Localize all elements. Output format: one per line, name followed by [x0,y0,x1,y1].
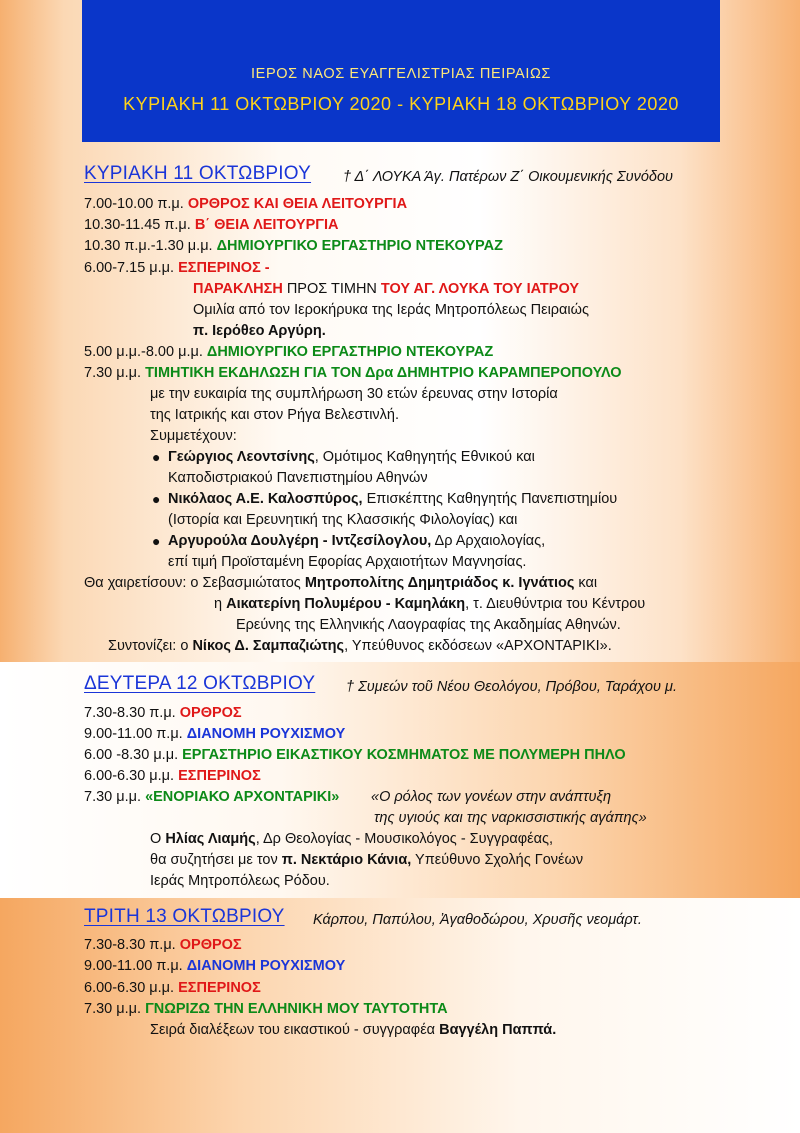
header-banner [82,0,720,142]
day-heading-monday: ΔΕΥΤΕΡΑ 12 ΟΚΤΩΒΡΙΟΥ [84,673,316,694]
saint-of-day-sunday: † Δ΄ ΛΟΥΚΑ Άγ. Πατέρων Ζ΄ Οικουμενικής Συνόδου [343,169,673,185]
greeting-line: η Αικατερίνη Πολυμέρου - Καμηλάκη, τ. Διευθύντρια του Κέντρου [214,596,646,612]
event-row: 9.00-11.00 π.μ. ΔΙΑΝΟΜΗ ΡΟΥΧΙΣΜΟΥ [84,726,346,742]
event-row: 6.00-6.30 μ.μ. ΕΣΠΕΡΙΝΟΣ [84,768,261,784]
week-dates: ΚΥΡΙΑΚΗ 11 ΟΚΤΩΒΡΙΟΥ 2020 - ΚΥΡΙΑΚΗ 18 ΟΚΤΩΒΡΙΟΥ 2020 [123,94,679,114]
event-row: 5.00 μ.μ.-8.00 μ.μ. ΔΗΜΙΟΥΡΓΙΚΟ ΕΡΓΑΣΤΗΡΙΟ ΝΤΕΚΟΥΡΑΖ [84,344,494,360]
event-detail: ΠΑΡΑΚΛΗΣΗ ΠΡΟΣ ΤΙΜΗΝ ΤΟΥ ΑΓ. ΛΟΥΚΑ ΤΟΥ ΙΑΤΡΟΥ [193,281,580,297]
event-detail: Συμμετέχουν: [150,428,237,444]
event-detail: με την ευκαιρία της συμπλήρωση 30 ετών έρευνας στην Ιστορία [150,386,558,402]
participant: Νικόλαος Α.Ε. Καλοσπύρος, Επισκέπτης Καθηγητής Πανεπιστημίου [168,491,618,507]
event-row: 6.00 -8.30 μ.μ. ΕΡΓΑΣΤΗΡΙΟ ΕΙΚΑΣΤΙΚΟΥ ΚΟΣΜΗΜΑΤΟΣ ΜΕ ΠΟΛΥΜΕΡΗ ΠΗΛΟ [84,747,626,763]
church-title: ΙΕΡΟΣ ΝΑΟΣ ΕΥΑΓΓΕΛΙΣΤΡΙΑΣ ΠΕΙΡΑΙΩΣ [251,66,551,82]
event-row: 7.30-8.30 π.μ. ΟΡΘΡΟΣ [84,937,242,953]
speaker-line: Ο Ηλίας Λιαμής, Δρ Θεολογίας - Μουσικολόγος - Συγγραφέας, [150,831,553,847]
participant: Γεώργιος Λεοντσίνης, Ομότιμος Καθηγητής Εθνικού και [168,449,535,465]
event-detail: Σειρά διαλέξεων του εικαστικού - συγγραφέα Βαγγέλη Παππά. [150,1022,557,1038]
event-row: 7.00-10.00 π.μ. ΟΡΘΡΟΣ ΚΑΙ ΘΕΙΑ ΛΕΙΤΟΥΡΓΙΑ [84,196,408,212]
event-row: 7.30-8.30 π.μ. ΟΡΘΡΟΣ [84,705,242,721]
greeting-line: Ερεύνης της Ελληνικής Λαογραφίας της Ακαδημίας Αθηνών. [236,617,621,633]
participant-detail: Καποδιστριακού Πανεπιστημίου Αθηνών [168,470,428,486]
bullet-icon: ● [152,491,161,507]
event-row: 7.30 μ.μ. ΤΙΜΗΤΙΚΗ ΕΚΔΗΛΩΣΗ ΓΙΑ ΤΟΝ Δρα ΔΗΜΗΤΡΙΟ ΚΑΡΑΜΠΕΡΟΠΟΥΛΟ [84,365,622,381]
participant: Αργυρούλα Δουλγέρη - Ιντζεσίλογλου, Δρ Αρχαιολογίας, [168,533,546,549]
speaker-line: θα συζητήσει με τον π. Νεκτάριο Κάνια, Υπεύθυνο Σχολής Γονέων [150,852,584,868]
participant-detail: επί τιμή Προϊσταμένη Εφορίας Αρχαιοτήτων Μαγνησίας. [168,554,527,570]
saint-of-day-tuesday: Κάρπου, Παπύλου, Ἀγαθοδώρου, Χρυσῆς νεομάρτ. [313,912,642,928]
coordinator-line: Συντονίζει: ο Νίκος Δ. Σαμπαζιώτης, Υπεύθυνος εκδόσεων «ΑΡΧΟΝΤΑΡΙΚΙ». [108,638,612,654]
talk-topic: «Ο ρόλος των γονέων στην ανάπτυξη [371,789,612,805]
day-heading-tuesday: ΤΡΙΤΗ 13 ΟΚΤΩΒΡΙΟΥ [84,906,285,927]
participant-detail: (Ιστορία και Ερευνητική της Κλασσικής Φιλολογίας) και [168,512,518,528]
event-row: 10.30-11.45 π.μ. Β΄ ΘΕΙΑ ΛΕΙΤΟΥΡΓΙΑ [84,217,339,233]
speaker-name: π. Ιερόθεο Αργύρη. [193,323,326,339]
event-row: 10.30 π.μ.-1.30 μ.μ. ΔΗΜΙΟΥΡΓΙΚΟ ΕΡΓΑΣΤΗΡΙΟ ΝΤΕΚΟΥΡΑΖ [84,238,503,254]
event-row: 7.30 μ.μ. «ΕΝΟΡΙΑΚΟ ΑΡΧΟΝΤΑΡΙΚΙ» [84,789,340,805]
bullet-icon: ● [152,533,161,549]
event-detail: της Ιατρικής και στον Ρήγα Βελεστινλή. [150,407,400,423]
event-detail: Ομιλία από τον Ιεροκήρυκα της Ιεράς Μητροπόλεως Πειραιώς [193,302,589,318]
talk-topic: της υγιούς και της ναρκισσιστικής αγάπης» [374,810,647,826]
event-row: 9.00-11.00 π.μ. ΔΙΑΝΟΜΗ ΡΟΥΧΙΣΜΟΥ [84,958,346,974]
greeting-line: Θα χαιρετίσουν: ο Σεβασμιώτατος Μητροπολίτης Δημητριάδος κ. Ιγνάτιος και [84,575,598,591]
bullet-icon: ● [152,449,161,465]
event-row: 6.00-6.30 μ.μ. ΕΣΠΕΡΙΝΟΣ [84,980,261,996]
event-row: 6.00-7.15 μ.μ. ΕΣΠΕΡΙΝΟΣ - [84,260,270,276]
speaker-line: Ιεράς Μητροπόλεως Ρόδου. [150,873,330,889]
saint-of-day-monday: † Συμεών τοῦ Νέου Θεολόγου, Πρόβου, Ταράχου μ. [346,679,677,695]
day-heading-sunday: ΚΥΡΙΑΚΗ 11 ΟΚΤΩΒΡΙΟΥ [84,163,312,184]
event-row: 7.30 μ.μ. ΓΝΩΡΙΖΩ ΤΗΝ ΕΛΛΗΝΙΚΗ ΜΟΥ ΤΑΥΤΟΤΗΤΑ [84,1001,448,1017]
